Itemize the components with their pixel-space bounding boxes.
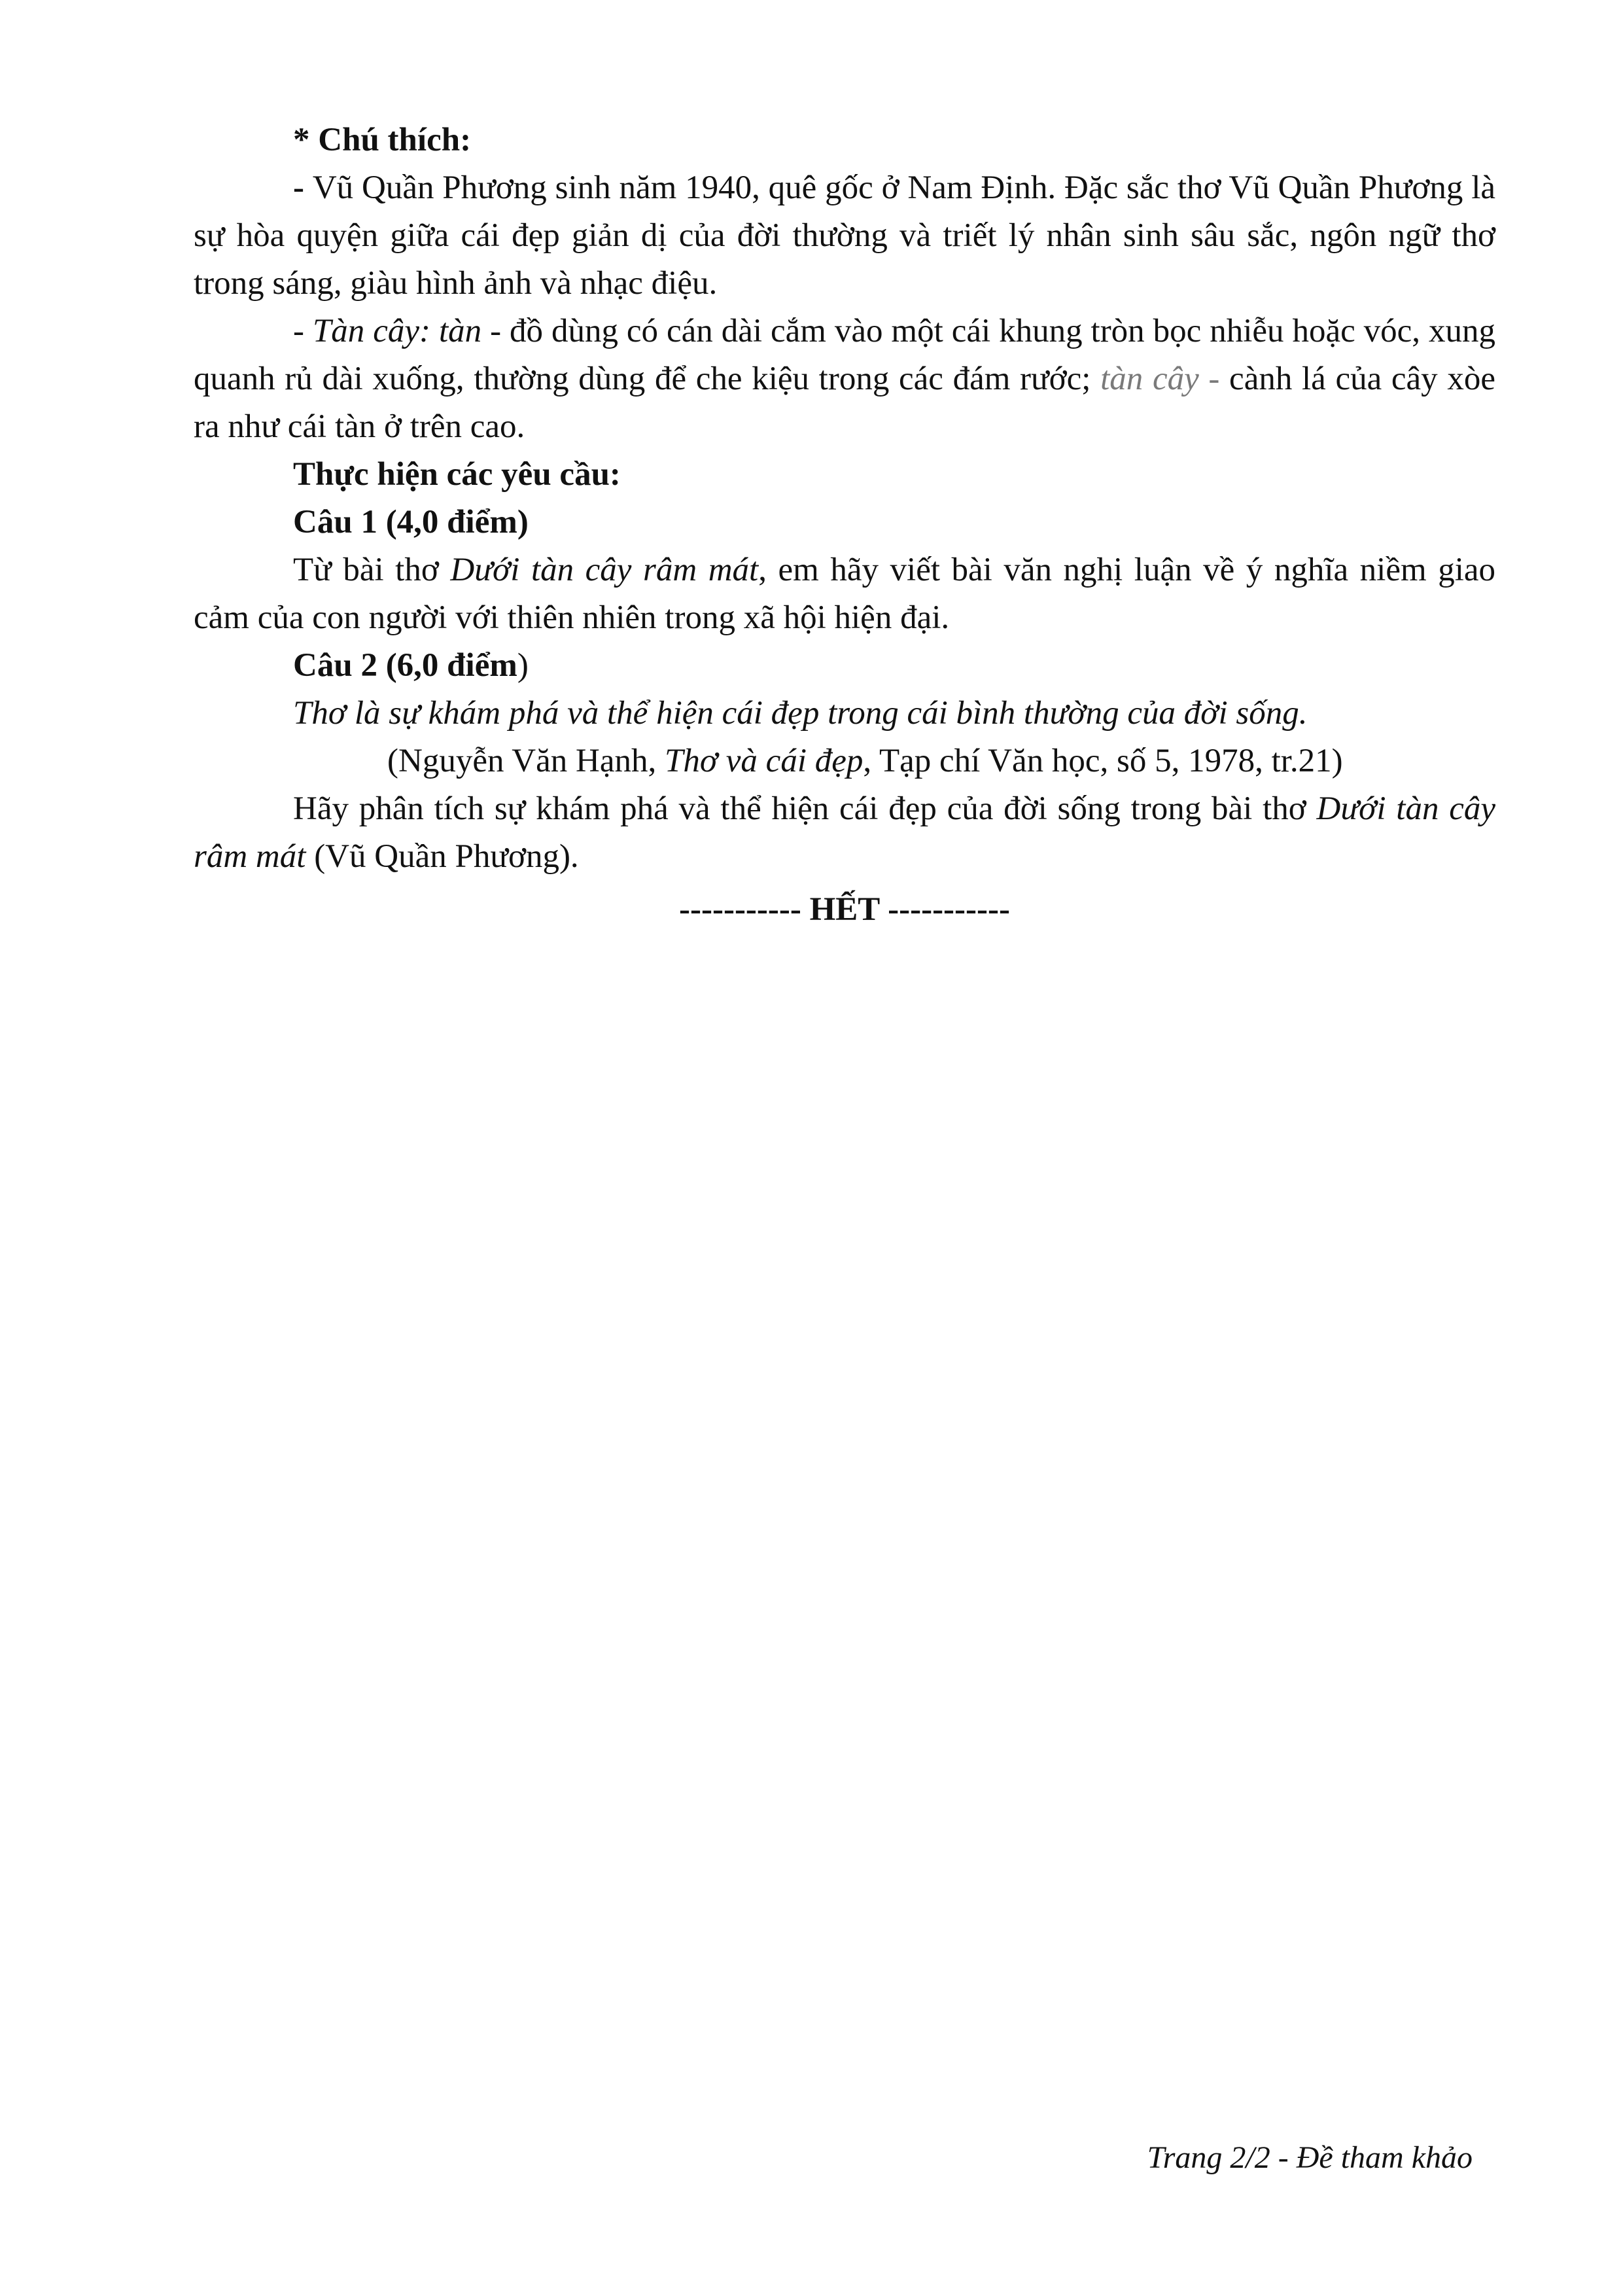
question-1-text-a: Từ bài thơ	[293, 552, 451, 588]
note-item-author-text: Vũ Quần Phương sinh năm 1940, quê gốc ở Nam Định. Đặc sắc thơ Vũ Quần Phương là sự hòa quyện giữa cái đẹp giản dị của đời thường và triết lý nhân sinh sâu sắc, ngôn ngữ thơ trong sáng, giàu hình ảnh và nhạc điệu.	[194, 169, 1495, 302]
requirements-heading: Thực hiện các yêu cầu:	[293, 456, 621, 493]
note-item-term-name: Tàn cây: tàn	[312, 313, 482, 349]
page-footer: Trang 2/2 - Đề tham khảo	[1147, 2140, 1473, 2175]
note-item-author	[194, 164, 1495, 308]
question-2-text-a: Hãy phân tích sự khám phá và thể hiện cái đẹp của đời sống trong bài thơ	[293, 790, 1317, 827]
note-item-author-dash: -	[293, 169, 313, 206]
question-1-heading: Câu 1 (4,0 điểm)	[293, 504, 529, 540]
note-item-term	[194, 308, 1495, 451]
question-2-quote: Thơ là sự khám phá và thể hiện cái đẹp trong cái bình thường của đời sống.	[293, 695, 1308, 732]
question-1-poem-title: Dưới tàn cây râm mát	[450, 552, 759, 588]
question-2-text-b: (Vũ Quần Phương).	[305, 838, 579, 875]
citation-source: , Tạp chí Văn học, số 5, 1978, tr.21)	[863, 743, 1343, 779]
note-item-term-dash: -	[293, 313, 313, 349]
question-2-poem-title: Dưới tàn cây râm mát	[194, 790, 1495, 875]
note-item-term-definition-2: cành lá của cây xòe ra như cái tàn ở trên cao.	[194, 361, 1495, 445]
question-2-text	[194, 785, 1495, 881]
note-item-term-second: tàn cây -	[1100, 361, 1220, 397]
citation-author: (Nguyễn Văn Hạnh,	[387, 743, 665, 779]
note-heading: * Chú thích:	[293, 122, 472, 158]
end-mark: ----------- HẾT -----------	[679, 891, 1010, 928]
citation-title: Thơ và cái đẹp	[664, 743, 864, 779]
question-2-heading-label: Câu 2 (6,0 điểm	[293, 647, 517, 684]
note-item-term-definition: - đồ dùng có cán dài cắm vào một cái khung tròn bọc nhiễu hoặc vóc, xung quanh rủ dài xuống, thường dùng để che kiệu trong các đám rước;	[194, 313, 1496, 397]
question-2-heading	[194, 642, 1495, 690]
question-1-text	[194, 546, 1495, 642]
question-2-heading-close: )	[517, 647, 529, 684]
question-2-citation	[194, 737, 1495, 785]
question-1-text-b: , em hãy viết bài văn nghị luận về ý nghĩa niềm giao cảm của con người với thiên nhiên trong xã hội hiện đại.	[194, 552, 1496, 636]
document-body	[194, 116, 1495, 934]
